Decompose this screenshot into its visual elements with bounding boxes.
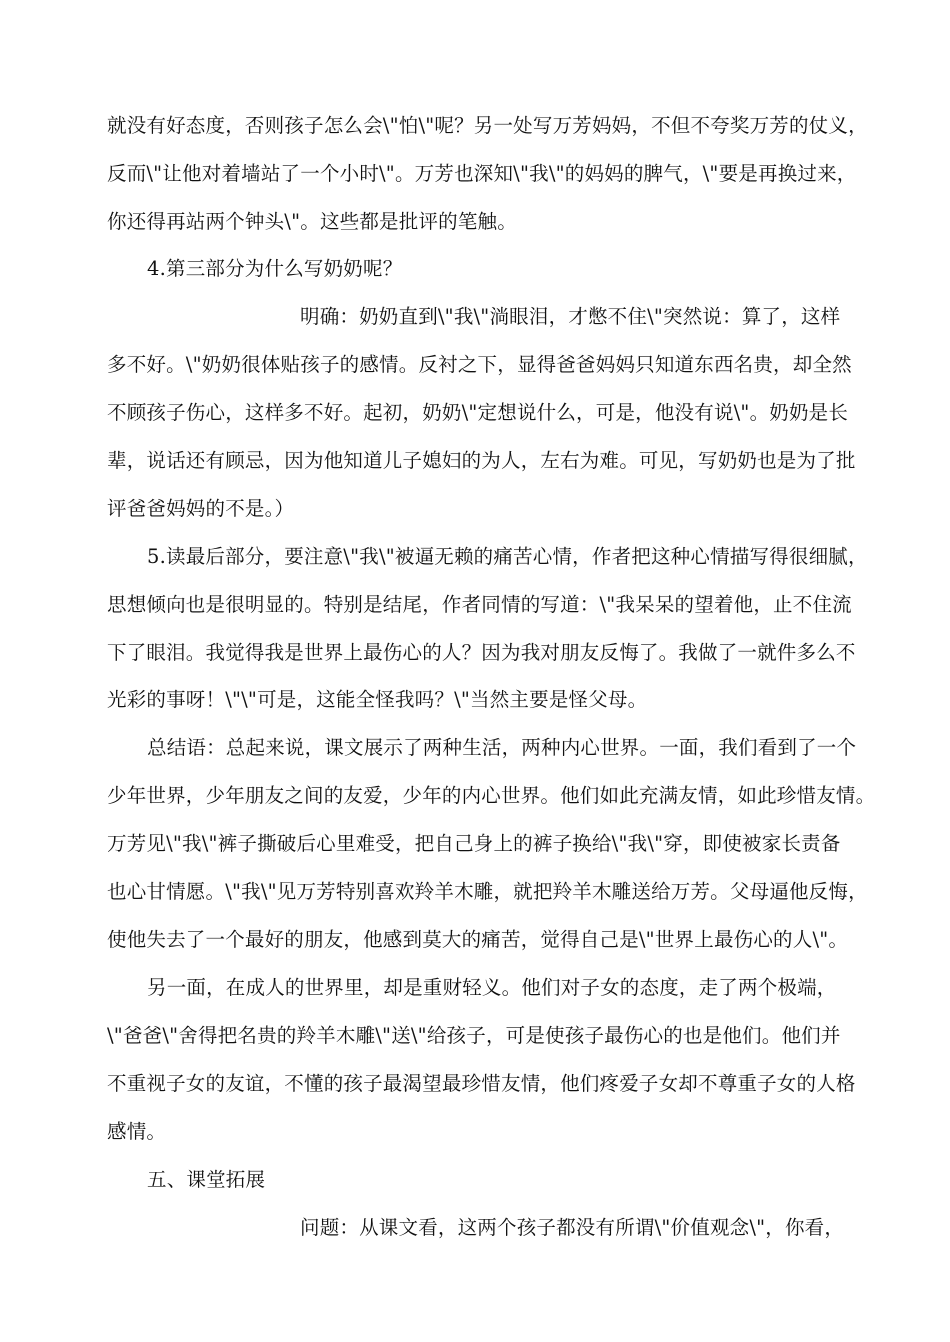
text-line: 不顾孩子伤心，这样多不好。起初，奶奶\"定想说什么，可是，他没有说\"。奶奶是长 bbox=[107, 401, 849, 424]
text-line: 就没有好态度，否则孩子怎么会\"怕\"呢？另一处写万芳妈妈，不但不夸奖万芳的仗义， bbox=[107, 114, 868, 137]
text-line: 评爸爸妈妈的不是。） bbox=[107, 497, 295, 520]
text-line: 万芳见\"我\"裤子撕破后心里难受，把自己身上的裤子换给\"我\"穿，即使被家长责备 bbox=[107, 832, 841, 855]
section-heading: 五、课堂拓展 bbox=[147, 1168, 266, 1191]
text-line: 多不好。\"奶奶很体贴孩子的感情。反衬之下，显得爸爸妈妈只知道东西名贵，却全然 bbox=[107, 353, 852, 376]
section-heading: 5.读最后部分，要注意\"我\"被逼无赖的痛苦心情，作者把这种心情描写得很细腻， bbox=[147, 545, 868, 568]
text-line: 另一面，在成人的世界里，却是重财轻义。他们对子女的态度，走了两个极端， bbox=[147, 976, 837, 999]
text-line: 少年世界，少年朋友之间的友爱，少年的内心世界。他们如此充满友情，如此珍惜友情。 bbox=[107, 784, 876, 807]
text-line: \"爸爸\"舍得把名贵的羚羊木雕\"送\"给孩子，可是使孩子最伤心的也是他们。他们并 bbox=[107, 1024, 841, 1047]
text-line: 你还得再站两个钟头\"。这些都是批评的笔触。 bbox=[107, 210, 517, 233]
text-line: 总结语：总起来说，课文展示了两种生活，两种内心世界。一面，我们看到了一个 bbox=[147, 736, 857, 759]
text-line: 下了眼泪。我觉得我是世界上最伤心的人？因为我对朋友反悔了。我做了一就件多么不 bbox=[107, 641, 856, 664]
text-line: 使他失去了一个最好的朋友，他感到莫大的痛苦，觉得自己是\"世界上最伤心的人\"。 bbox=[107, 928, 849, 951]
text-line: 明确：奶奶直到\"我\"淌眼泪，才憋不住\"突然说：算了，这样 bbox=[300, 305, 841, 328]
text-line: 问题：从课文看，这两个孩子都没有所谓\"价值观念\"，你看， bbox=[300, 1216, 845, 1239]
text-line: 感情。 bbox=[107, 1120, 167, 1143]
text-line: 思想倾向也是很明显的。特别是结尾，作者同情的写道：\"我呆呆的望着他，止不住流 bbox=[107, 593, 852, 616]
section-heading: 4.第三部分为什么写奶奶呢？ bbox=[147, 257, 403, 280]
text-line: 不重视子女的友谊，不懂的孩子最渴望最珍惜友情，他们疼爱子女却不尊重子女的人格 bbox=[107, 1072, 856, 1095]
text-line: 光彩的事呀！\"\"可是，这能全怪我吗？\"当然主要是怪父母。 bbox=[107, 688, 648, 711]
text-line: 辈，说话还有顾忌，因为他知道儿子媳妇的为人，左右为难。可见，写奶奶也是为了批 bbox=[107, 449, 856, 472]
text-line: 反而\"让他对着墙站了一个小时\"。万芳也深知\"我\"的妈妈的脾气，\"要是再换过来， bbox=[107, 162, 857, 185]
text-line: 也心甘情愿。\"我\"见万芳特别喜欢羚羊木雕，就把羚羊木雕送给万芳。父母逼他反悔， bbox=[107, 880, 868, 903]
